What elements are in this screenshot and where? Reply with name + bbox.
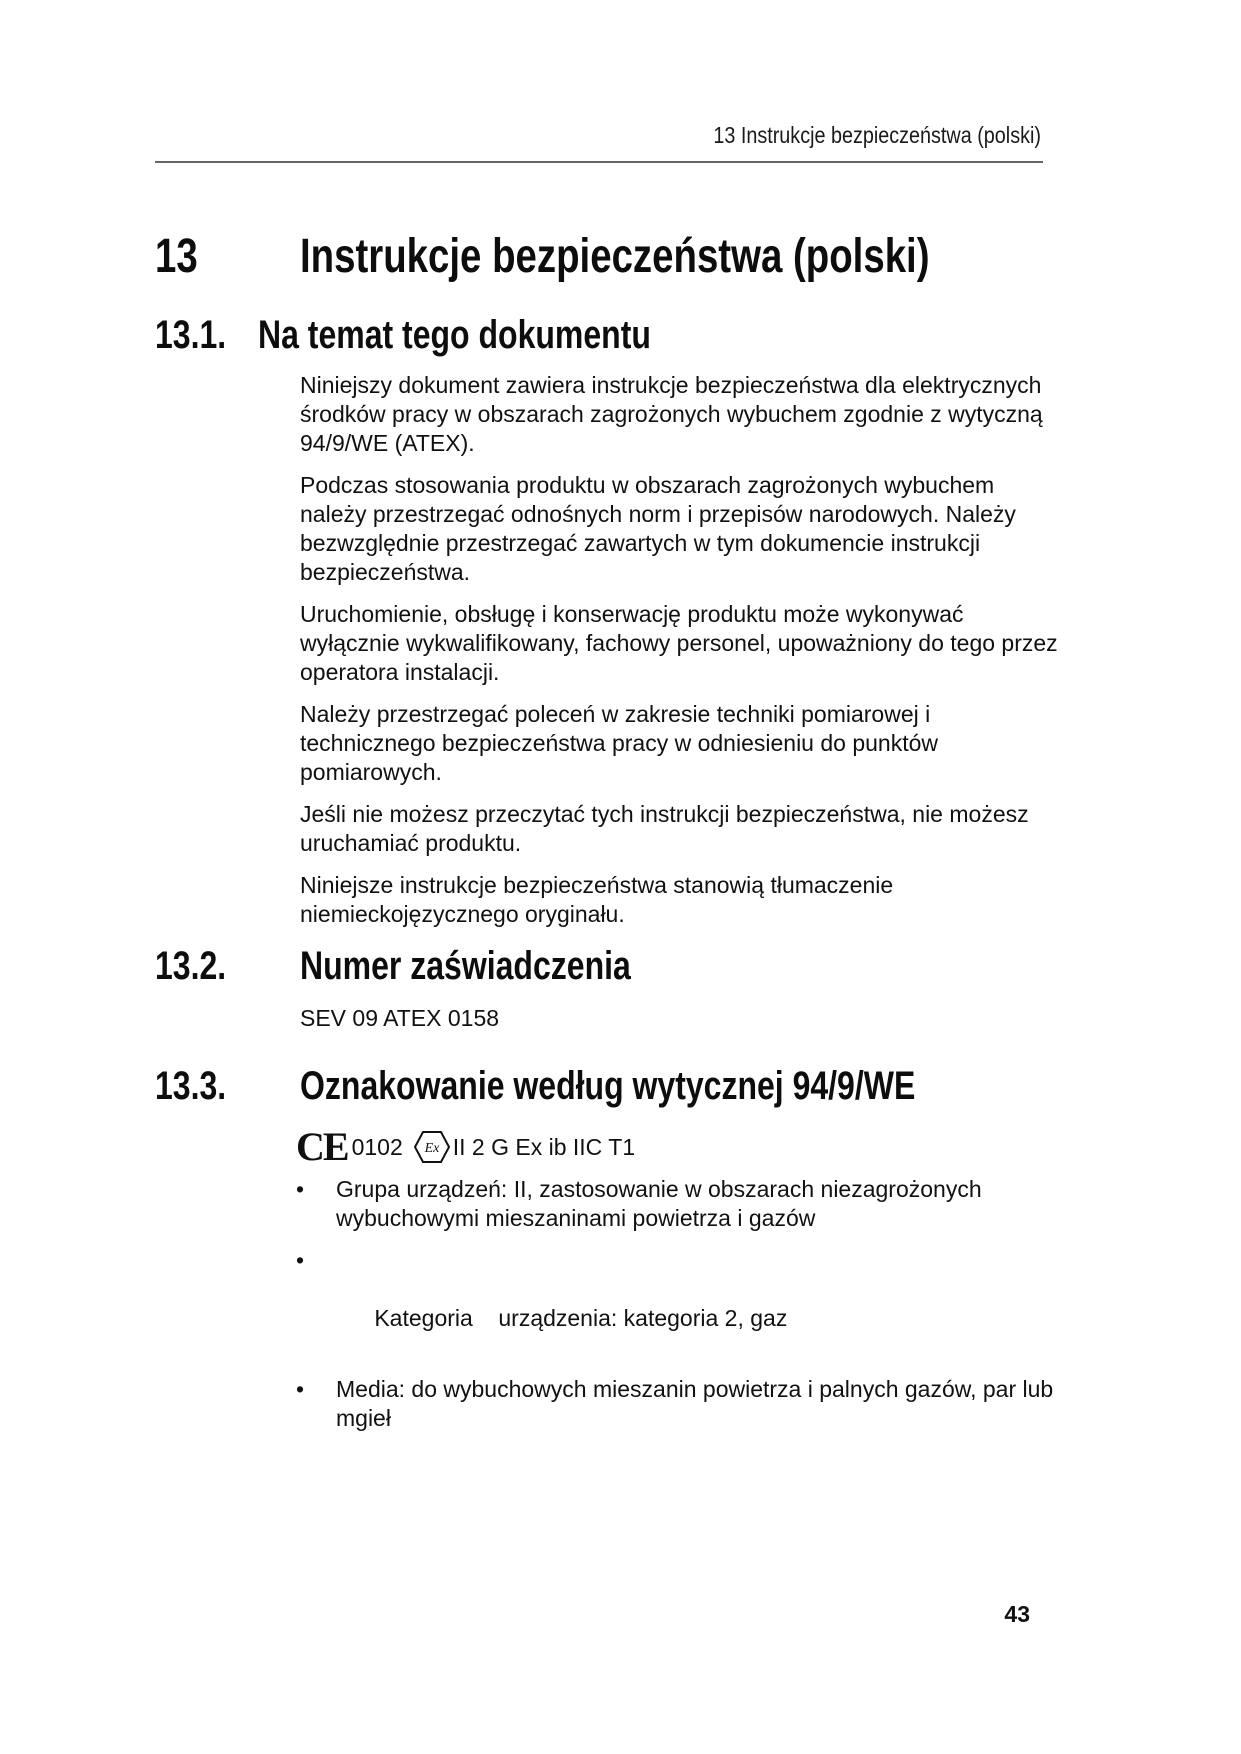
- certificate-number: [300, 1004, 1060, 1046]
- atex-marking: [296, 1125, 635, 1169]
- list-item-text: Media: do wybuchowych mieszanin powietrza i palnych gazów, par lub mgieł: [336, 1376, 1054, 1431]
- notified-body-number: 0102: [351, 1133, 403, 1160]
- marking-code: II 2 G Ex ib IIC T1: [452, 1133, 636, 1160]
- marking-bullet-list: [296, 1175, 1076, 1446]
- section-2-number: 13.2.: [155, 944, 227, 988]
- bullet-icon: •: [296, 1247, 305, 1273]
- list-item: [296, 1375, 1076, 1433]
- list-item-text: Grupa urządzeń: II, zastosowanie w obszarach niezagrożonych wybuchowymi mieszaninami powietrza i gazów: [336, 1176, 982, 1231]
- section-3-title: Oznakowanie według wytycznej 94/9/WE: [300, 1064, 916, 1108]
- bullet-icon: •: [296, 1176, 305, 1202]
- ex-hexagon-icon: [413, 1130, 451, 1164]
- ce-mark-icon: CE: [296, 1124, 348, 1169]
- paragraph: Należy przestrzegać poleceń w zakresie techniki pomiarowej i technicznego bezpieczeństwa pracy w odniesieniu do punktów pomiarowych.: [300, 701, 939, 785]
- header-divider: [155, 161, 1043, 163]
- running-header: 13 Instrukcje bezpieczeństwa (polski): [713, 122, 1041, 148]
- ex-symbol-text: Ex: [424, 1141, 440, 1156]
- list-item: [296, 1246, 1076, 1362]
- page-number: 43: [1004, 1601, 1030, 1627]
- certificate-text: SEV 09 ATEX 0158: [300, 1005, 500, 1031]
- paragraph: Niniejszy dokument zawiera instrukcje bezpieczeństwa dla elektrycznych środków pracy w obszarach zagrożonych wybuchem zgodnie z wytyczną 94/9/WE (ATEX).: [300, 372, 1043, 456]
- section-2-title: Numer zaświadczenia: [300, 944, 631, 988]
- list-item-text: Kategoria urządzenia: kategoria 2, gaz: [374, 1305, 788, 1331]
- section-1-number: 13.1.: [155, 313, 227, 357]
- section-3-number: 13.3.: [155, 1064, 227, 1108]
- list-item: [296, 1175, 1076, 1233]
- paragraph: Podczas stosowania produktu w obszarach zagrożonych wybuchem należy przestrzegać odnośnych norm i przepisów narodowych. Należy bezwzględnie przestrzegać zawartych w tym dokumencie instrukcji bezpieczeństwa.: [300, 472, 1016, 585]
- chapter-number: 13: [155, 230, 198, 283]
- paragraph: Jeśli nie możesz przeczytać tych instrukcji bezpieczeństwa, nie możesz uruchamiać produktu.: [300, 801, 1029, 856]
- chapter-title: Instrukcje bezpieczeństwa (polski): [300, 230, 930, 283]
- paragraph: Uruchomienie, obsługę i konserwację produktu może wykonywać wyłącznie wykwalifikowany, fachowy personel, upoważniony do tego przez operatora instalacji.: [300, 601, 1058, 685]
- section-1-body: [300, 371, 1060, 942]
- section-1-title: Na temat tego dokumentu: [258, 313, 651, 357]
- paragraph: Niniejsze instrukcje bezpieczeństwa stanowią tłumaczenie niemieckojęzycznego oryginału.: [300, 872, 894, 927]
- bullet-icon: •: [296, 1376, 305, 1402]
